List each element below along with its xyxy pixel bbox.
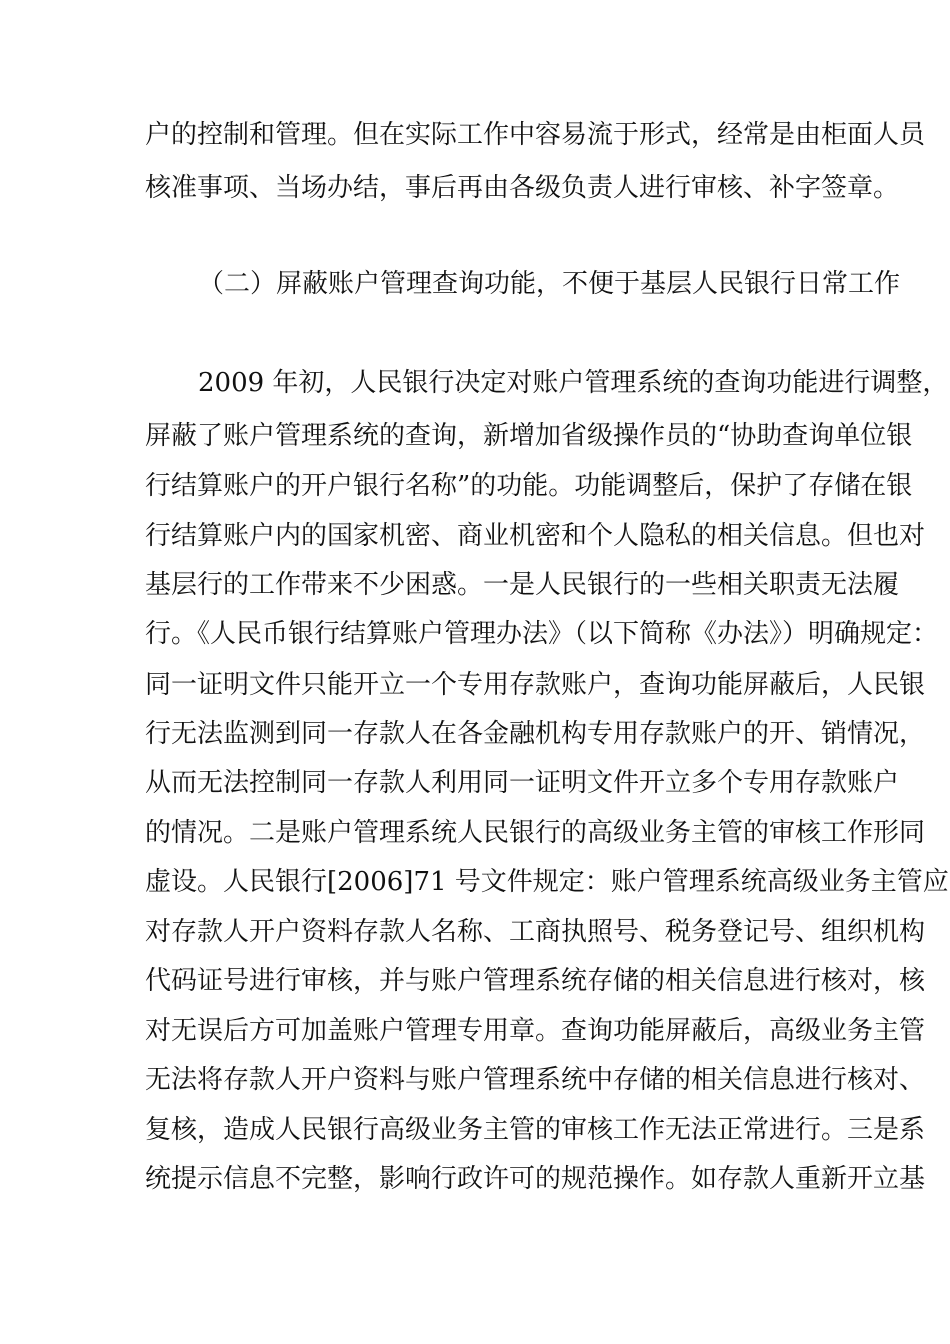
- paragraph-2-line-12: 对存款人开户资料存款人名称、工商执照号、税务登记号、组织机构: [145, 917, 926, 947]
- paragraph-1-line-2: 核准事项、当场办结，事后再由各级负责人进行审核、补字签章。: [145, 173, 900, 203]
- paragraph-2-line-10: 的情况。二是账户管理系统人民银行的高级业务主管的审核工作形同: [145, 818, 926, 848]
- paragraph-2-line-4: 行结算账户内的国家机密、商业机密和个人隐私的相关信息。但也对: [145, 521, 926, 551]
- paragraph-2-line-14: 对无误后方可加盖账户管理专用章。查询功能屏蔽后，高级业务主管: [145, 1016, 926, 1046]
- paragraph-2-line-5: 基层行的工作带来不少困惑。一是人民银行的一些相关职责无法履: [145, 570, 900, 600]
- paragraph-2-line-7: 同一证明文件只能开立一个专用存款账户，查询功能屏蔽后，人民银: [145, 670, 926, 700]
- paragraph-1-line-1: 户的控制和管理。但在实际工作中容易流于形式，经常是由柜面人员: [145, 120, 926, 150]
- paragraph-2-line-3: 行结算账户的开户银行名称”的功能。功能调整后，保护了存储在银: [145, 471, 913, 501]
- paragraph-2-line-15: 无法将存款人开户资料与账户管理系统中存储的相关信息进行核对、: [145, 1065, 926, 1095]
- paragraph-2-line-17: 统提示信息不完整，影响行政许可的规范操作。如存款人重新开立基: [145, 1164, 926, 1194]
- paragraph-2-line-1: 2009 年初，人民银行决定对账户管理系统的查询功能进行调整，: [198, 368, 949, 398]
- paragraph-2-line-6: 行。《人民币银行结算账户管理办法》（以下简称《办法》）明确规定：: [145, 619, 939, 649]
- paragraph-2-line-8: 行无法监测到同一存款人在各金融机构专用存款账户的开、销情况，: [145, 719, 926, 749]
- paragraph-2-line-11: 虚设。人民银行[2006]71 号文件规定：账户管理系统高级业务主管应: [145, 867, 949, 897]
- section-heading-2: （二）屏蔽账户管理查询功能，不便于基层人民银行日常工作: [198, 269, 901, 299]
- paragraph-2-line-13: 代码证号进行审核，并与账户管理系统存储的相关信息进行核对，核: [145, 966, 926, 996]
- paragraph-2-line-9: 从而无法控制同一存款人利用同一证明文件开立多个专用存款账户: [145, 768, 900, 798]
- paragraph-2-line-16: 复核，造成人民银行高级业务主管的审核工作无法正常进行。三是系: [145, 1115, 926, 1145]
- paragraph-2-line-2: 屏蔽了账户管理系统的查询，新增加省级操作员的“协助查询单位银: [145, 421, 913, 451]
